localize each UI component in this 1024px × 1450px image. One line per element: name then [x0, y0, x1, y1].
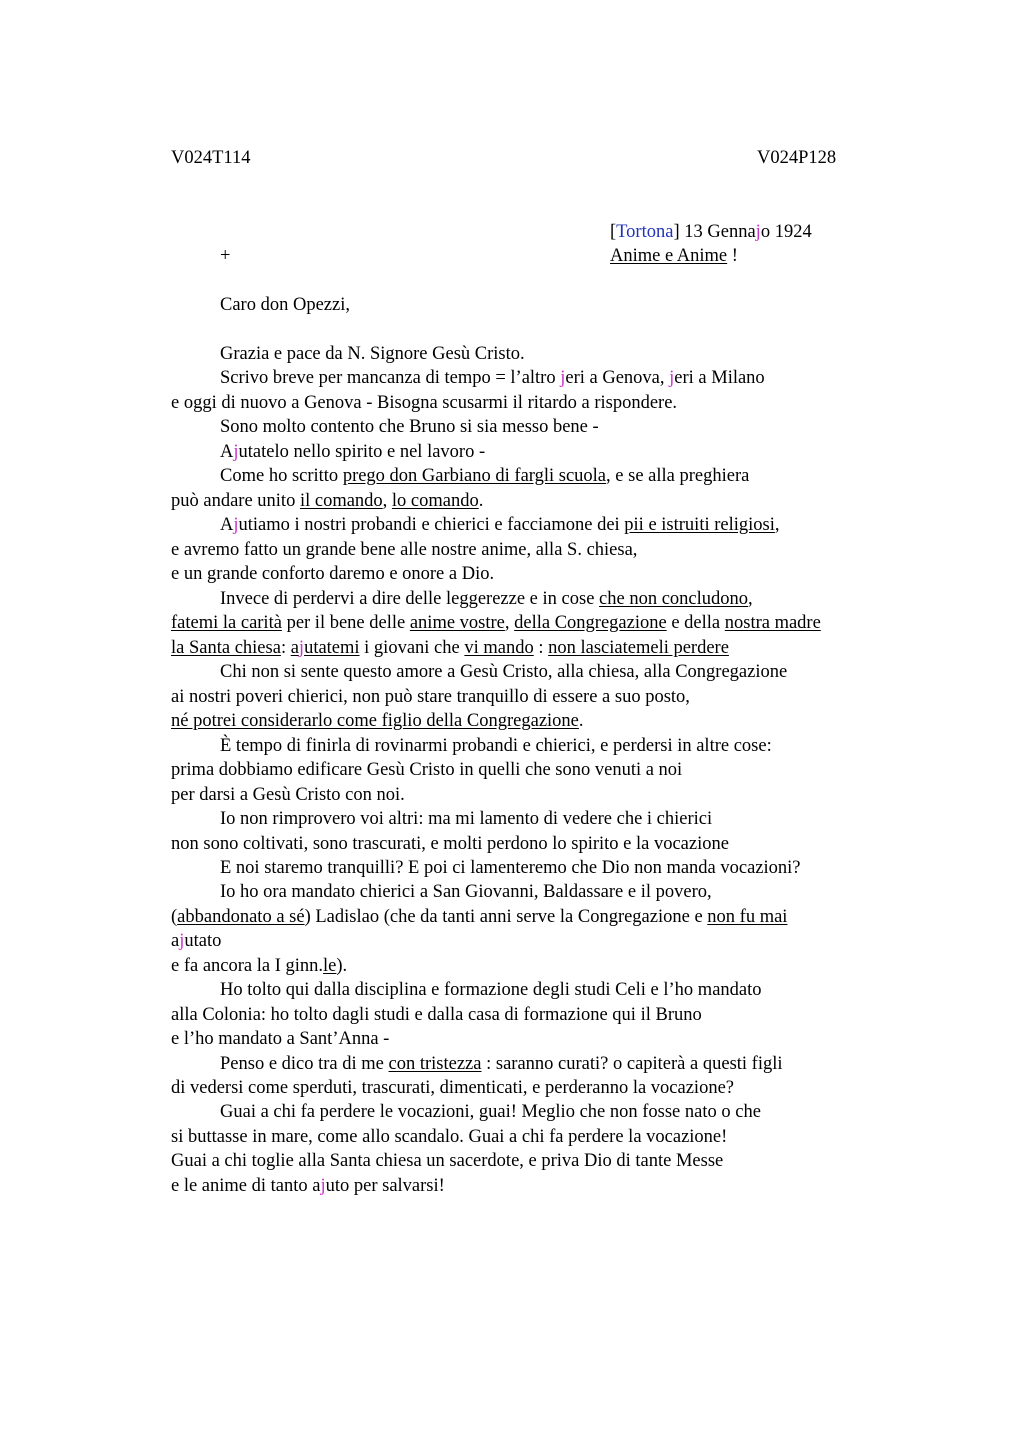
body-line: di vedersi come sperduti, trascurati, dimenticati, e perderanno la vocazione? — [171, 1078, 734, 1098]
bracket: [ — [610, 222, 617, 242]
body-line: e avremo fatto un grande bene alle nostre anime, alla S. chiesa, — [171, 540, 638, 560]
body-line: Ajutiamo i nostri probandi e chierici e facciamone dei pii e istruiti religiosi, — [220, 515, 780, 535]
motto — [610, 245, 738, 267]
body-line: e oggi di nuovo a Genova - Bisogna scusarmi il ritardo a rispondere. — [171, 393, 678, 413]
body-line: Guai a chi toglie alla Santa chiesa un sacerdote, e priva Dio di tante Messe — [171, 1151, 724, 1171]
body-line: Penso e dico tra di me con tristezza : saranno curati? o capiterà a questi figli — [220, 1054, 783, 1074]
body-line: E noi staremo tranquilli? E poi ci lamenteremo che Dio non manda vocazioni? — [220, 858, 801, 878]
body-line: Scrivo breve per mancanza di tempo = l’altro jeri a Genova, jeri a Milano — [220, 368, 765, 388]
body-line: può andare unito il comando, lo comando. — [171, 491, 484, 511]
motto-tail: ! — [727, 246, 738, 266]
date-text: 13 Genna — [679, 222, 756, 242]
body-line: Io ho ora mandato chierici a San Giovanni, Baldassare e il povero, — [220, 882, 712, 902]
bracket: ] — [673, 222, 680, 242]
body-line: né potrei considerarlo come figlio della Congregazione. — [171, 711, 584, 731]
salutation: Caro don Opezzi, — [220, 295, 350, 315]
dateline — [610, 221, 812, 243]
body-line: Ajutatelo nello spirito e nel lavoro - — [220, 442, 486, 462]
body-line: per darsi a Gesù Cristo con noi. — [171, 785, 405, 805]
body-line: e fa ancora la I ginn.le). — [171, 956, 348, 976]
body-line: Invece di perdervi a dire delle leggerezze e in cose che non concludono, — [220, 589, 753, 609]
body-line: È tempo di finirla di rovinarmi probandi e chierici, e perdersi in altre cose: — [220, 736, 772, 756]
body-line: Come ho scritto prego don Garbiano di fargli scuola, e se alla preghiera — [220, 466, 750, 486]
body-line: e un grande conforto daremo e onore a Dio. — [171, 564, 495, 584]
document-code-right: V024P128 — [757, 148, 837, 168]
body-line: (abbandonato a sé) Ladislao (che da tanti anni serve la Congregazione e non fu mai — [171, 907, 788, 927]
body-line: fatemi la carità per il bene delle anime vostre, della Congregazione e della nostra madre — [171, 613, 821, 633]
date-j: j — [755, 222, 761, 242]
body-line: Ho tolto qui dalla disciplina e formazione degli studi Celi e l’ho mandato — [220, 980, 762, 1000]
body-line: prima dobbiamo edificare Gesù Cristo in quelli che sono venuti a noi — [171, 760, 683, 780]
body-line: Chi non si sente questo amore a Gesù Cristo, alla chiesa, alla Congregazione — [220, 662, 788, 682]
body-line: e l’ho mandato a Sant’Anna - — [171, 1029, 390, 1049]
body-line: Sono molto contento che Bruno si sia messo bene - — [220, 417, 599, 437]
motto-text: Anime e Anime — [610, 246, 728, 266]
body-line: Guai a chi fa perdere le vocazioni, guai! Meglio che non fosse nato o che — [220, 1102, 761, 1122]
body-line: la Santa chiesa: ajutatemi i giovani che vi mando : non lasciatemeli perdere — [171, 638, 729, 658]
body-line: alla Colonia: ho tolto dagli studi e dalla casa di formazione qui il Bruno — [171, 1005, 702, 1025]
body-line: e le anime di tanto ajuto per salvarsi! — [171, 1176, 445, 1196]
body-line: non sono coltivati, sono trascurati, e molti perdono lo spirito e la vocazione — [171, 834, 729, 854]
cross-symbol: + — [220, 246, 231, 266]
body-line: ajutato — [171, 931, 222, 951]
document-code-left: V024T114 — [171, 148, 251, 168]
body-line: Grazia e pace da N. Signore Gesù Cristo. — [220, 344, 525, 364]
body-line: si buttasse in mare, come allo scandalo. Guai a chi fa perdere la vocazione! — [171, 1127, 728, 1147]
body-line: ai nostri poveri chierici, non può stare tranquillo di essere a suo posto, — [171, 687, 690, 707]
body-line: Io non rimprovero voi altri: ma mi lamento di vedere che i chierici — [220, 809, 713, 829]
place-name: Tortona — [616, 222, 674, 242]
date-text: o 1924 — [760, 222, 812, 242]
